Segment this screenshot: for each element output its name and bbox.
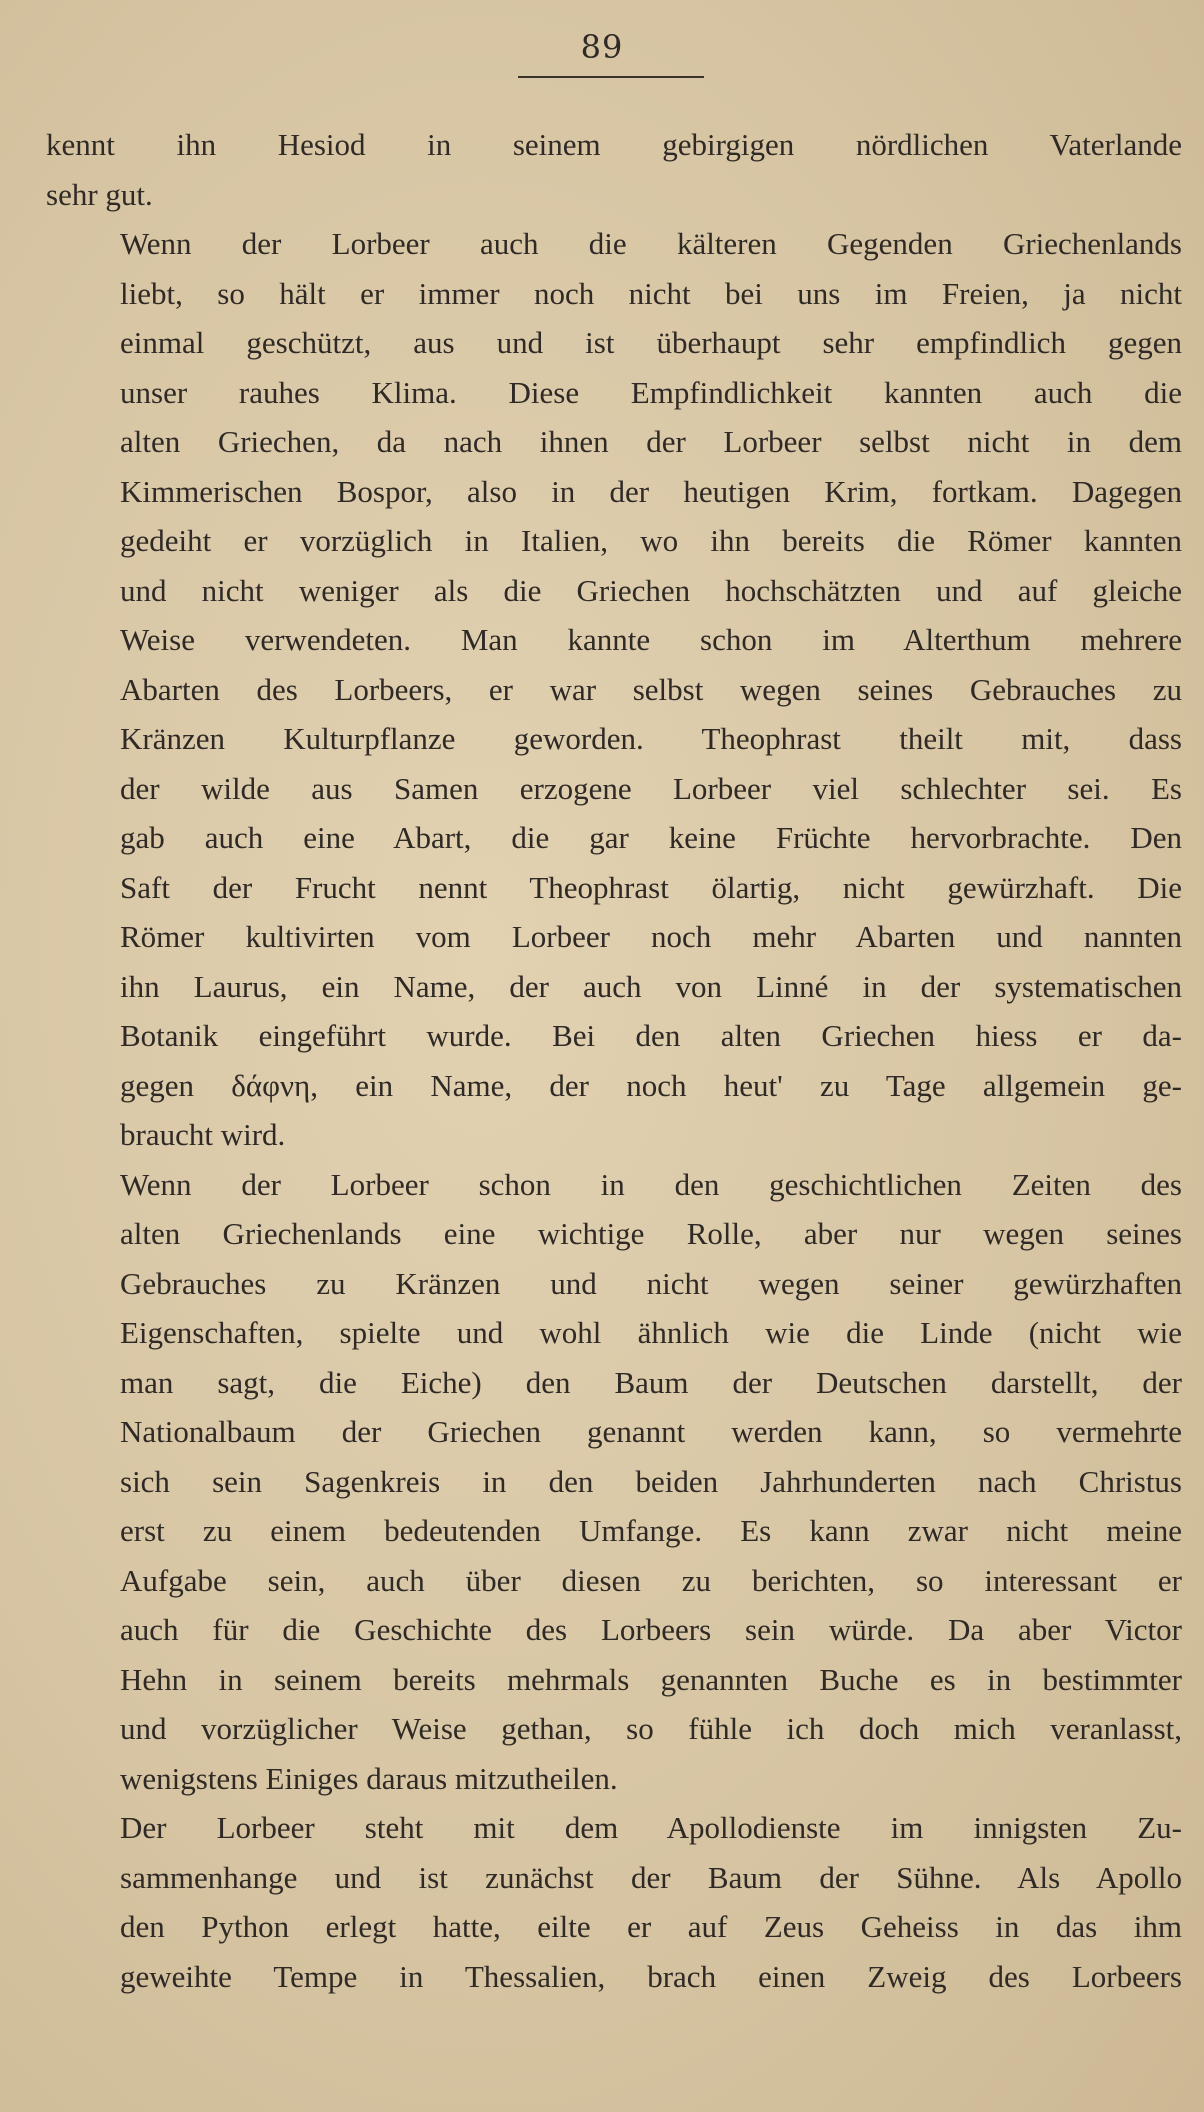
text-line: Kimmerischen Bospor, also in der heutigen Krim, fortkam. Dagegen [120,473,1182,509]
text-line: Wenn der Lorbeer schon in den geschichtlichen Zeiten des [120,1166,1182,1202]
text-line: Abarten des Lorbeers, er war selbst wegen seines Gebrauches zu [120,671,1182,707]
paragraph [46,219,1182,1160]
text-line: wenigstens Einiges daraus mitzutheilen. [120,1760,618,1796]
text-line: Botanik eingeführt wurde. Bei den alten Griechen hiess er da- [120,1018,1182,1053]
paragraph [46,1160,1182,1804]
text-line: sich sein Sagenkreis in den beiden Jahrhunderten nach Christus [120,1463,1182,1499]
text-line: Hehn in seinem bereits mehrmals genannten Buche es in bestimmter [120,1661,1182,1697]
text-line: Eigenschaften, spielte und wohl ähnlich wie die Linde (nicht wie [120,1315,1182,1350]
text-line: gab auch eine Abart, die gar keine Früchte hervorbrachte. Den [120,820,1182,855]
text-line: kennt ihn Hesiod in seinem gebirgigen nördlichen Vaterlande [46,127,1182,162]
text-line: Römer kultivirten vom Lorbeer noch mehr Abarten und nannten [120,919,1182,954]
text-line: man sagt, die Eiche) den Baum der Deutschen darstellt, der [120,1364,1182,1400]
text-line: geweihte Tempe in Thessalien, brach einen Zweig des Lorbeers [120,1958,1182,1994]
text-line: einmal geschützt, aus und ist überhaupt sehr empfindlich gegen [120,325,1182,360]
text-line: auch für die Geschichte des Lorbeers sein würde. Da aber Victor [120,1612,1182,1647]
text-line: braucht wird. [120,1117,286,1152]
text-line: sammenhange und ist zunächst der Baum der Sühne. Als Apollo [120,1859,1182,1895]
text-line: ihn Laurus, ein Name, der auch von Linné in der systematischen [120,968,1182,1004]
page-number: 89 [580,28,624,66]
text-line: Aufgabe sein, auch über diesen zu berichten, so interessant er [120,1562,1182,1598]
text-line: Der Lorbeer steht mit dem Apollodienste im innigsten Zu- [120,1810,1182,1845]
text-line: Saft der Frucht nennt Theophrast ölartig, nicht gewürzhaft. Die [120,869,1182,905]
text-line: und nicht weniger als die Griechen hochschätzten und auf gleiche [120,572,1182,608]
text-line: liebt, so hält er immer noch nicht bei uns im Freien, ja nicht [120,275,1182,311]
text-line: Gebrauches zu Kränzen und nicht wegen seiner gewürzhaften [120,1265,1182,1301]
text-line: erst zu einem bedeutenden Umfange. Es kann zwar nicht meine [120,1513,1182,1548]
text-line: Weise verwendeten. Man kannte schon im Alterthum mehrere [120,622,1182,657]
text-line: sehr gut. [46,176,153,212]
text-line: der wilde aus Samen erzogene Lorbeer viel schlechter sei. Es [120,770,1182,806]
paragraph [46,1803,1182,2001]
text-line: alten Griechen, da nach ihnen der Lorbeer selbst nicht in dem [120,424,1182,459]
text-line: gegen δάφνη, ein Name, der noch heut' zu Tage allgemein ge- [120,1067,1182,1103]
text-line: Nationalbaum der Griechen genannt werden kann, so vermehrte [120,1414,1182,1449]
text-line: unser rauhes Klima. Diese Empfindlichkeit kannten auch die [120,374,1182,410]
text-line: Wenn der Lorbeer auch die kälteren Gegenden Griechenlands [120,226,1182,261]
header-rule [518,76,704,78]
text-line: Kränzen Kulturpflanze geworden. Theophrast theilt mit, dass [120,721,1182,756]
paragraph [46,120,1182,219]
text-line: gedeiht er vorzüglich in Italien, wo ihn bereits die Römer kannten [120,523,1182,558]
body-text [46,120,1182,2001]
text-line: und vorzüglicher Weise gethan, so fühle ich doch mich veranlasst, [120,1711,1182,1746]
text-line: alten Griechenlands eine wichtige Rolle, aber nur wegen seines [120,1216,1182,1251]
text-line: den Python erlegt hatte, eilte er auf Zeus Geheiss in das ihm [120,1909,1182,1944]
